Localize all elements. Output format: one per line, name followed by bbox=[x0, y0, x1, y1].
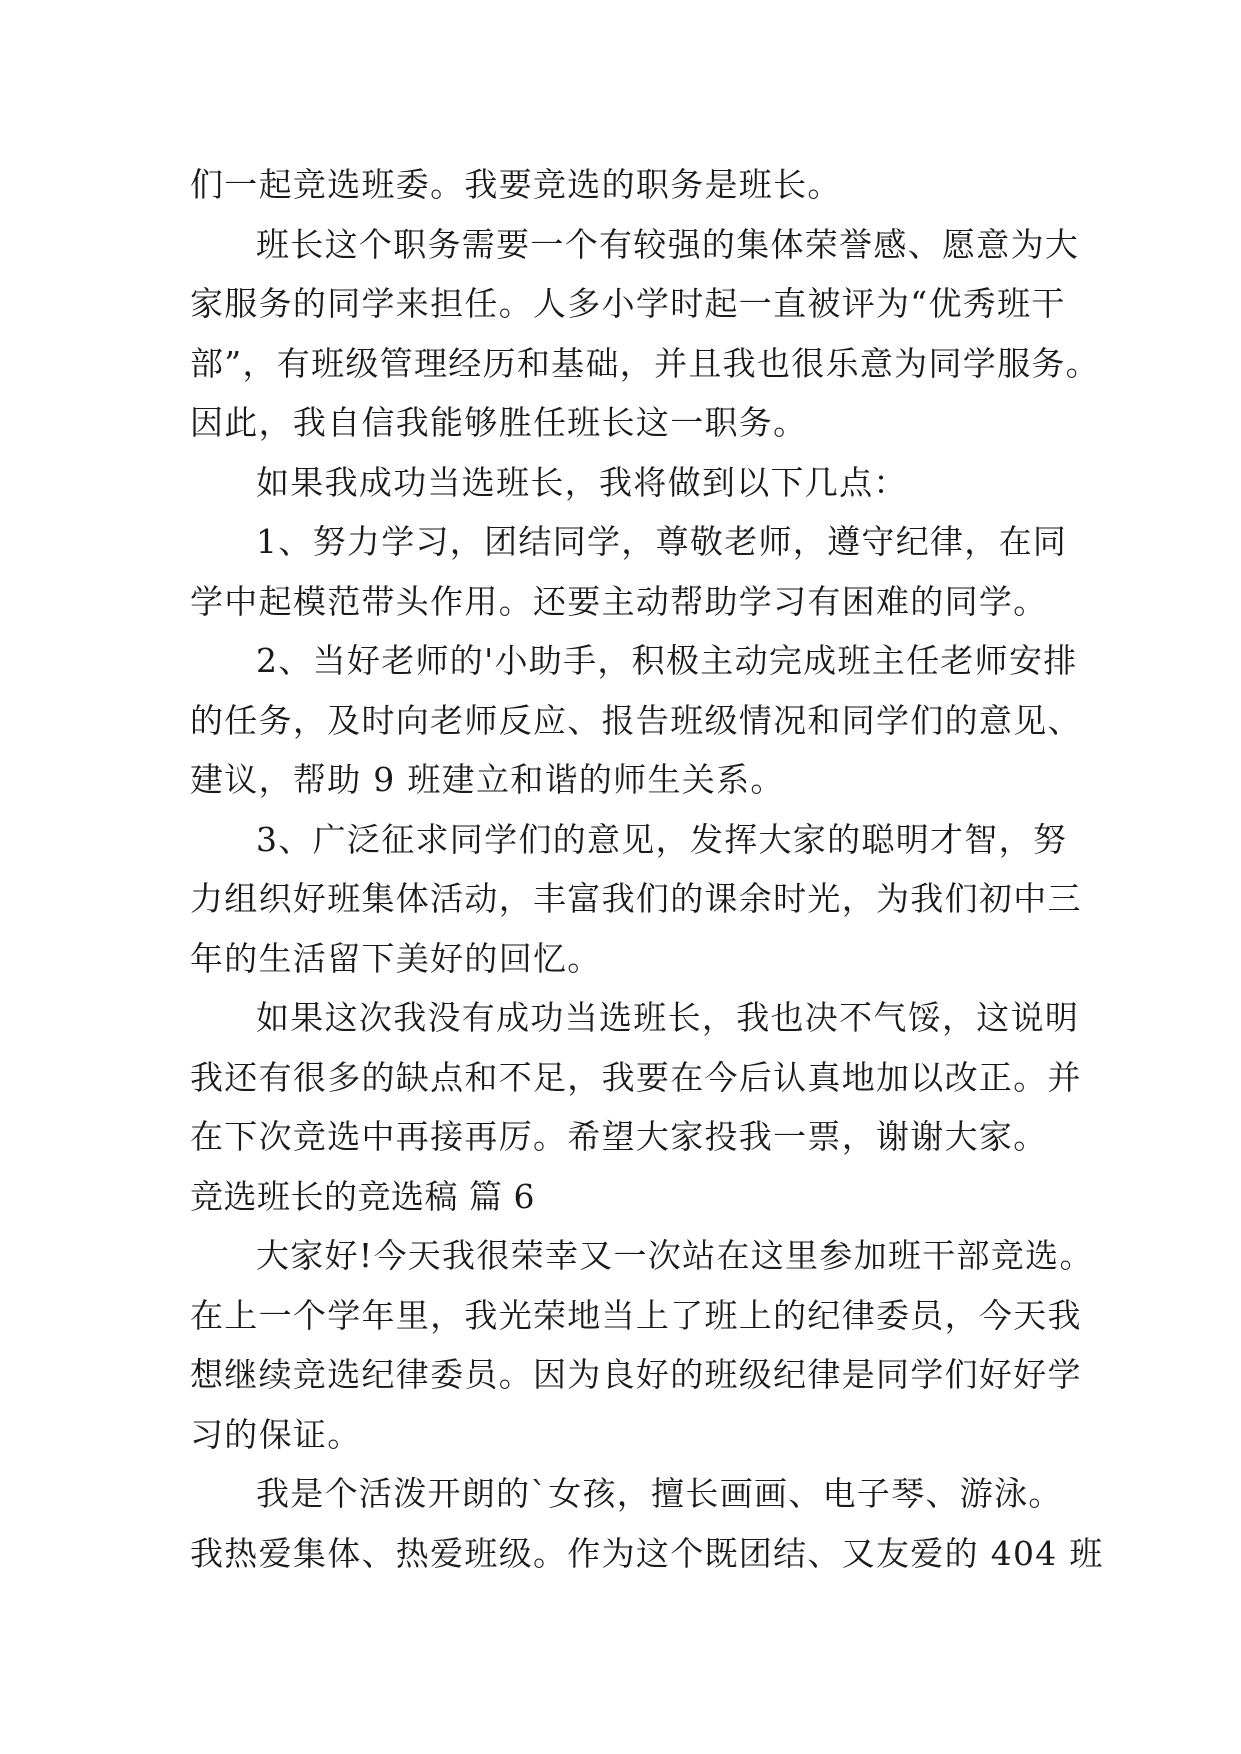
document-body bbox=[190, 155, 1104, 1583]
text-line: 力组织好班集体活动，丰富我们的课余时光，为我们初中三 bbox=[190, 879, 1082, 918]
text-line: 在上一个学年里，我光荣地当上了班上的纪律委员，今天我 bbox=[190, 1295, 1082, 1335]
paragraph-start-line: 我是个活泼开朗的`女孩，擅长画画、电子琴、游泳。 bbox=[256, 1474, 1063, 1513]
list-item-line: 1、努力学习，团结同学，尊敬老师，遵守纪律，在同 bbox=[256, 522, 1068, 561]
paragraph-start-line: 如果我成功当选班长，我将做到以下几点： bbox=[256, 462, 908, 502]
text-line: 的任务，及时向老师反应、报告班级情况和同学们的意见、 bbox=[190, 700, 1082, 740]
paragraph-start-line: 如果这次我没有成功当选班长，我也决不气馁，这说明 bbox=[256, 998, 1080, 1037]
paragraph-start-line: 班长这个职务需要一个有较强的集体荣誉感、愿意为大 bbox=[256, 224, 1080, 264]
text-line: 想继续竞选纪律委员。因为良好的班级纪律是同学们好好学 bbox=[190, 1355, 1082, 1394]
text-line: 我热爱集体、热爱班级。作为这个既团结、又友爱的 404 班 bbox=[190, 1533, 1104, 1573]
text-line: 在下次竞选中再接再厉。希望大家投我一票，谢谢大家。 bbox=[190, 1117, 1048, 1156]
paragraph-start-line: 大家好!今天我很荣幸又一次站在这里参加班干部竞选。 bbox=[256, 1236, 1094, 1275]
list-item-line: 3、广泛征求同学们的意见，发挥大家的聪明才智，努 bbox=[256, 819, 1068, 859]
text-line: 我还有很多的缺点和不足，我要在今后认真地加以改正。并 bbox=[190, 1057, 1082, 1097]
text-line: 家服务的同学来担任。人多小学时起一直被评为“优秀班干 bbox=[190, 284, 1066, 323]
text-line: 年的生活留下美好的回忆。 bbox=[190, 938, 602, 978]
section-heading: 竞选班长的竞选稿 篇 6 bbox=[190, 1176, 535, 1216]
text-line: 习的保证。 bbox=[190, 1414, 362, 1454]
text-line: 建议，帮助 9 班建立和谐的师生关系。 bbox=[190, 760, 785, 799]
text-line: 部”，有班级管理经历和基础，并且我也很乐意为同学服务。 bbox=[190, 343, 1100, 383]
text-line: 学中起模范带头作用。还要主动帮助学习有困难的同学。 bbox=[190, 581, 1048, 621]
text-line: 因此，我自信我能够胜任班长这一职务。 bbox=[190, 403, 808, 442]
text-line: 们一起竞选班委。我要竞选的职务是班长。 bbox=[190, 165, 842, 204]
list-item-line: 2、当好老师的'小助手，积极主动完成班主任老师安排 bbox=[256, 641, 1078, 680]
